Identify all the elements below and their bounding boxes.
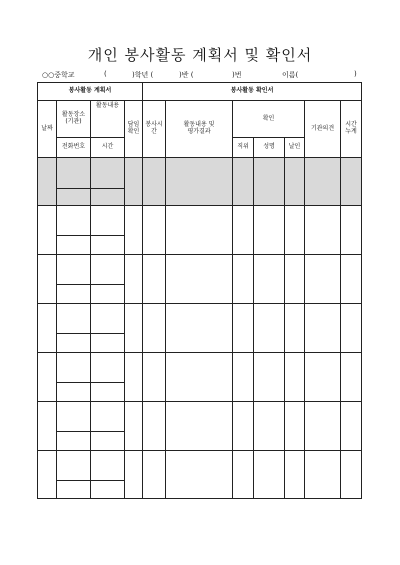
homeroom-check-cell[interactable] bbox=[125, 402, 143, 451]
place-cell[interactable] bbox=[57, 402, 91, 432]
date-header: 날짜 bbox=[38, 101, 57, 158]
result-cell[interactable] bbox=[166, 255, 233, 304]
agency-opinion-cell[interactable] bbox=[305, 402, 341, 451]
place-cell[interactable] bbox=[57, 158, 91, 189]
entry-row bbox=[38, 255, 362, 285]
grade-open-paren: ( bbox=[104, 70, 107, 78]
header-row-1 bbox=[38, 83, 362, 101]
place-cell[interactable] bbox=[57, 451, 91, 481]
time-cell[interactable] bbox=[91, 481, 125, 499]
position-cell[interactable] bbox=[233, 353, 254, 402]
time-cell[interactable] bbox=[91, 236, 125, 255]
result-cell[interactable] bbox=[166, 402, 233, 451]
homeroom-check-cell[interactable] bbox=[125, 304, 143, 353]
time-cell[interactable] bbox=[91, 334, 125, 353]
place-cell[interactable] bbox=[57, 304, 91, 334]
seal-cell[interactable] bbox=[285, 158, 305, 206]
phone-cell[interactable] bbox=[57, 285, 91, 304]
name-label: 이름( bbox=[282, 71, 299, 79]
agency-opinion-cell[interactable] bbox=[305, 255, 341, 304]
agency-opinion-header: 기관의견 bbox=[305, 101, 341, 158]
total-hours-header: 시간 누계 bbox=[341, 101, 362, 158]
homeroom-check-cell[interactable] bbox=[125, 353, 143, 402]
agency-opinion-cell[interactable] bbox=[305, 451, 341, 499]
entry-row bbox=[38, 158, 362, 189]
total-hours-cell[interactable] bbox=[341, 402, 362, 451]
seal-cell[interactable] bbox=[285, 255, 305, 304]
header-row-2 bbox=[38, 101, 362, 138]
service-hours-cell[interactable] bbox=[143, 451, 166, 499]
phone-cell[interactable] bbox=[57, 236, 91, 255]
person-name-header: 성명 bbox=[254, 138, 285, 158]
seal-cell[interactable] bbox=[285, 206, 305, 255]
person-name-cell[interactable] bbox=[254, 402, 285, 451]
page-title: 개인 봉사활동 계획서 및 확인서 bbox=[87, 46, 313, 64]
entry-row bbox=[38, 353, 362, 383]
phone-cell[interactable] bbox=[57, 432, 91, 451]
service-hours-cell[interactable] bbox=[143, 353, 166, 402]
agency-opinion-cell[interactable] bbox=[305, 353, 341, 402]
class-label: )반 ( bbox=[179, 71, 194, 79]
position-cell[interactable] bbox=[233, 402, 254, 451]
number-label: )번 bbox=[232, 71, 242, 79]
date-cell[interactable] bbox=[38, 353, 57, 402]
content-header: 활동내용 bbox=[91, 101, 125, 138]
place-cell[interactable] bbox=[57, 353, 91, 383]
entry-row bbox=[38, 402, 362, 432]
content-cell[interactable] bbox=[91, 353, 125, 383]
entry-row bbox=[38, 206, 362, 236]
position-cell[interactable] bbox=[233, 255, 254, 304]
person-name-cell[interactable] bbox=[254, 158, 285, 206]
date-cell[interactable] bbox=[38, 402, 57, 451]
phone-header: 전화번호 bbox=[57, 138, 91, 158]
total-hours-cell[interactable] bbox=[341, 255, 362, 304]
confirm-header: 봉사활동 확인서 bbox=[143, 83, 362, 101]
content-cell[interactable] bbox=[91, 451, 125, 481]
date-cell[interactable] bbox=[38, 206, 57, 255]
agency-opinion-cell[interactable] bbox=[305, 206, 341, 255]
person-name-cell[interactable] bbox=[254, 451, 285, 499]
person-name-cell[interactable] bbox=[254, 206, 285, 255]
agency-opinion-cell[interactable] bbox=[305, 158, 341, 206]
content-cell[interactable] bbox=[91, 158, 125, 189]
result-cell[interactable] bbox=[166, 206, 233, 255]
name-close-paren: ) bbox=[354, 70, 357, 78]
result-cell[interactable] bbox=[166, 304, 233, 353]
service-hours-cell[interactable] bbox=[143, 255, 166, 304]
date-cell[interactable] bbox=[38, 451, 57, 499]
service-hours-cell[interactable] bbox=[143, 158, 166, 206]
service-hours-cell[interactable] bbox=[143, 402, 166, 451]
place-cell[interactable] bbox=[57, 255, 91, 285]
content-cell[interactable] bbox=[91, 206, 125, 236]
total-hours-cell[interactable] bbox=[341, 158, 362, 206]
content-cell[interactable] bbox=[91, 304, 125, 334]
service-hours-cell[interactable] bbox=[143, 304, 166, 353]
content-cell[interactable] bbox=[91, 402, 125, 432]
date-cell[interactable] bbox=[38, 255, 57, 304]
homeroom-check-cell[interactable] bbox=[125, 158, 143, 206]
homeroom-check-cell[interactable] bbox=[125, 206, 143, 255]
table-body bbox=[38, 83, 362, 499]
service-plan-table bbox=[37, 82, 362, 499]
time-cell[interactable] bbox=[91, 432, 125, 451]
homeroom-check-cell[interactable] bbox=[125, 255, 143, 304]
phone-cell[interactable] bbox=[57, 481, 91, 499]
student-info-line bbox=[42, 70, 360, 80]
service-hours-cell[interactable] bbox=[143, 206, 166, 255]
phone-cell[interactable] bbox=[57, 334, 91, 353]
total-hours-cell[interactable] bbox=[341, 304, 362, 353]
seal-cell[interactable] bbox=[285, 304, 305, 353]
service-hours-header: 봉사시간 bbox=[143, 101, 166, 158]
result-header: 활동내용 및 평가결과 bbox=[166, 101, 233, 158]
homeroom-check-cell[interactable] bbox=[125, 451, 143, 499]
seal-cell[interactable] bbox=[285, 353, 305, 402]
seal-cell[interactable] bbox=[285, 402, 305, 451]
homeroom-check-header: 담임 확인 bbox=[125, 101, 143, 158]
result-cell[interactable] bbox=[166, 451, 233, 499]
person-name-cell[interactable] bbox=[254, 353, 285, 402]
time-cell[interactable] bbox=[91, 189, 125, 206]
position-cell[interactable] bbox=[233, 206, 254, 255]
seal-cell[interactable] bbox=[285, 451, 305, 499]
grade-label: )학년 ( bbox=[132, 71, 154, 79]
time-cell[interactable] bbox=[91, 383, 125, 402]
person-name-cell[interactable] bbox=[254, 255, 285, 304]
total-hours-cell[interactable] bbox=[341, 353, 362, 402]
confirm-group-header: 확인 bbox=[233, 101, 305, 138]
place-header: 활동장소 (기관) bbox=[57, 101, 91, 138]
position-cell[interactable] bbox=[233, 304, 254, 353]
position-cell[interactable] bbox=[233, 451, 254, 499]
agency-opinion-cell[interactable] bbox=[305, 304, 341, 353]
seal-header: 날인 bbox=[285, 138, 305, 158]
entry-row bbox=[38, 451, 362, 481]
content-cell[interactable] bbox=[91, 255, 125, 285]
school-name: ○○중학교 bbox=[42, 71, 75, 79]
phone-cell[interactable] bbox=[57, 189, 91, 206]
position-header: 직위 bbox=[233, 138, 254, 158]
person-name-cell[interactable] bbox=[254, 304, 285, 353]
result-cell[interactable] bbox=[166, 353, 233, 402]
date-cell[interactable] bbox=[38, 304, 57, 353]
total-hours-cell[interactable] bbox=[341, 206, 362, 255]
phone-cell[interactable] bbox=[57, 383, 91, 402]
date-cell[interactable] bbox=[38, 158, 57, 206]
plan-header: 봉사활동 계획서 bbox=[38, 83, 143, 101]
time-cell[interactable] bbox=[91, 285, 125, 304]
result-cell[interactable] bbox=[166, 158, 233, 206]
entry-row bbox=[38, 304, 362, 334]
position-cell[interactable] bbox=[233, 158, 254, 206]
time-header: 시간 bbox=[91, 138, 125, 158]
total-hours-cell[interactable] bbox=[341, 451, 362, 499]
place-cell[interactable] bbox=[57, 206, 91, 236]
